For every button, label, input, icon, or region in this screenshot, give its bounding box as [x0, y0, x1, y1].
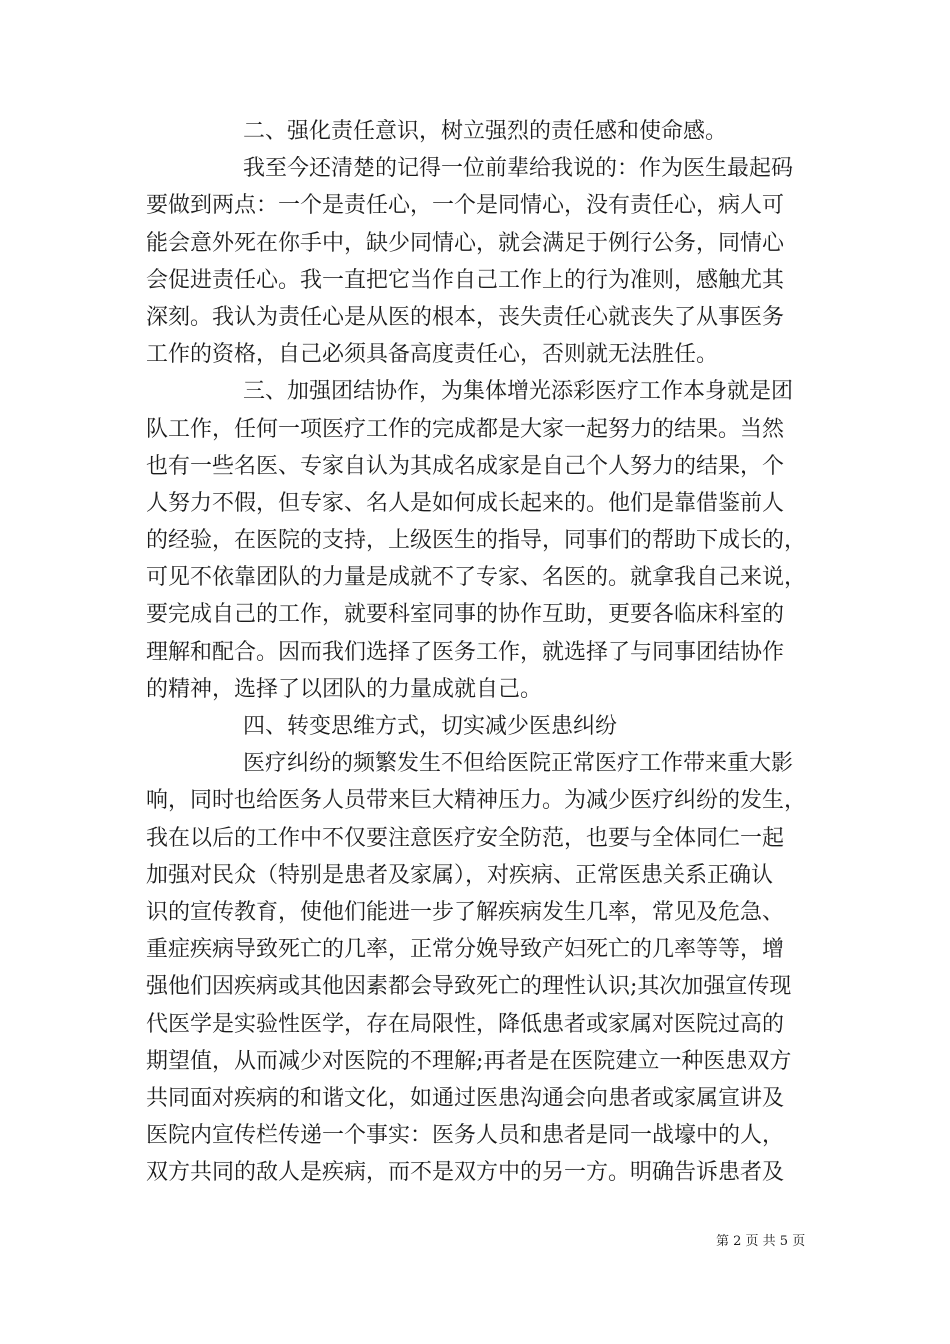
document-body	[146, 113, 812, 1191]
text-line: 队工作，任何一项医疗工作的完成都是大家一起努力的结果。当然	[146, 416, 785, 442]
text-line: 医疗纠纷的频繁发生不但给医院正常医疗工作带来重大影	[243, 751, 794, 777]
text-line: 可见不依靠团队的力量是成就不了专家、名医的。就拿我自己来说，	[146, 565, 807, 591]
text-line: 共同面对疾病的和谐文化，如通过医患沟通会向患者或家属宣讲及	[146, 1085, 785, 1111]
text-line: 工作的资格，自己必须具备高度责任心，否则就无法胜任。	[146, 342, 719, 368]
text-line: 会促进责任心。我一直把它当作自己工作上的行为准则，感触尤其	[146, 267, 785, 293]
text-line: 双方共同的敌人是疾病，而不是双方中的另一方。明确告诉患者及	[146, 1160, 785, 1186]
text-line: 人努力不假，但专家、名人是如何成长起来的。他们是靠借鉴前人	[146, 490, 785, 516]
text-line: 要做到两点：一个是责任心，一个是同情心，没有责任心，病人可	[146, 193, 785, 219]
text-line: 代医学是实验性医学，存在局限性，降低患者或家属对医院过高的	[146, 1011, 785, 1037]
text-line: 医院内宣传栏传递一个事实：医务人员和患者是同一战壕中的人，	[146, 1123, 785, 1149]
text-line: 理解和配合。因而我们选择了医务工作，就选择了与同事团结协作	[146, 639, 785, 665]
text-line: 三、加强团结协作，为集体增光添彩医疗工作本身就是团	[243, 379, 794, 405]
text-line: 要完成自己的工作，就要科室同事的协作互助，更要各临床科室的	[146, 602, 785, 628]
text-line: 重症疾病导致死亡的几率，正常分娩导致产妇死亡的几率等等，增	[146, 937, 785, 963]
text-line: 我在以后的工作中不仅要注意医疗安全防范，也要与全体同仁一起	[146, 825, 785, 851]
text-line: 强他们因疾病或其他因素都会导致死亡的理性认识;其次加强宣传现	[146, 974, 792, 1000]
text-line: 识的宣传教育，使他们能进一步了解疾病发生几率，常见及危急、	[146, 899, 785, 925]
text-line: 的精神，选择了以团队的力量成就自己。	[146, 676, 543, 702]
text-line: 我至今还清楚的记得一位前辈给我说的：作为医生最起码	[243, 156, 794, 182]
text-line: 深刻。我认为责任心是从医的根本，丧失责任心就丧失了从事医务	[146, 304, 785, 330]
text-line: 四、转变思维方式，切实减少医患纠纷	[243, 714, 618, 739]
page-indicator: 第 2 页 共 5 页	[716, 1234, 806, 1249]
text-line: 响，同时也给医务人员带来巨大精神压力。为减少医疗纠纷的发生，	[146, 788, 807, 814]
text-line: 也有一些名医、专家自认为其成名成家是自己个人努力的结果，个	[146, 453, 785, 479]
text-line: 的经验，在医院的支持，上级医生的指导，同事们的帮助下成长的，	[146, 528, 807, 554]
text-line: 期望值，从而减少对医院的不理解;再者是在医院建立一种医患双方	[146, 1048, 792, 1074]
text-line: 二、强化责任意识，树立强烈的责任感和使命感。	[243, 119, 728, 144]
text-line: 能会意外死在你手中，缺少同情心，就会满足于例行公务，同情心	[146, 230, 785, 256]
text-line: 加强对民众（特别是患者及家属），对疾病、正常医患关系正确认	[146, 862, 774, 888]
